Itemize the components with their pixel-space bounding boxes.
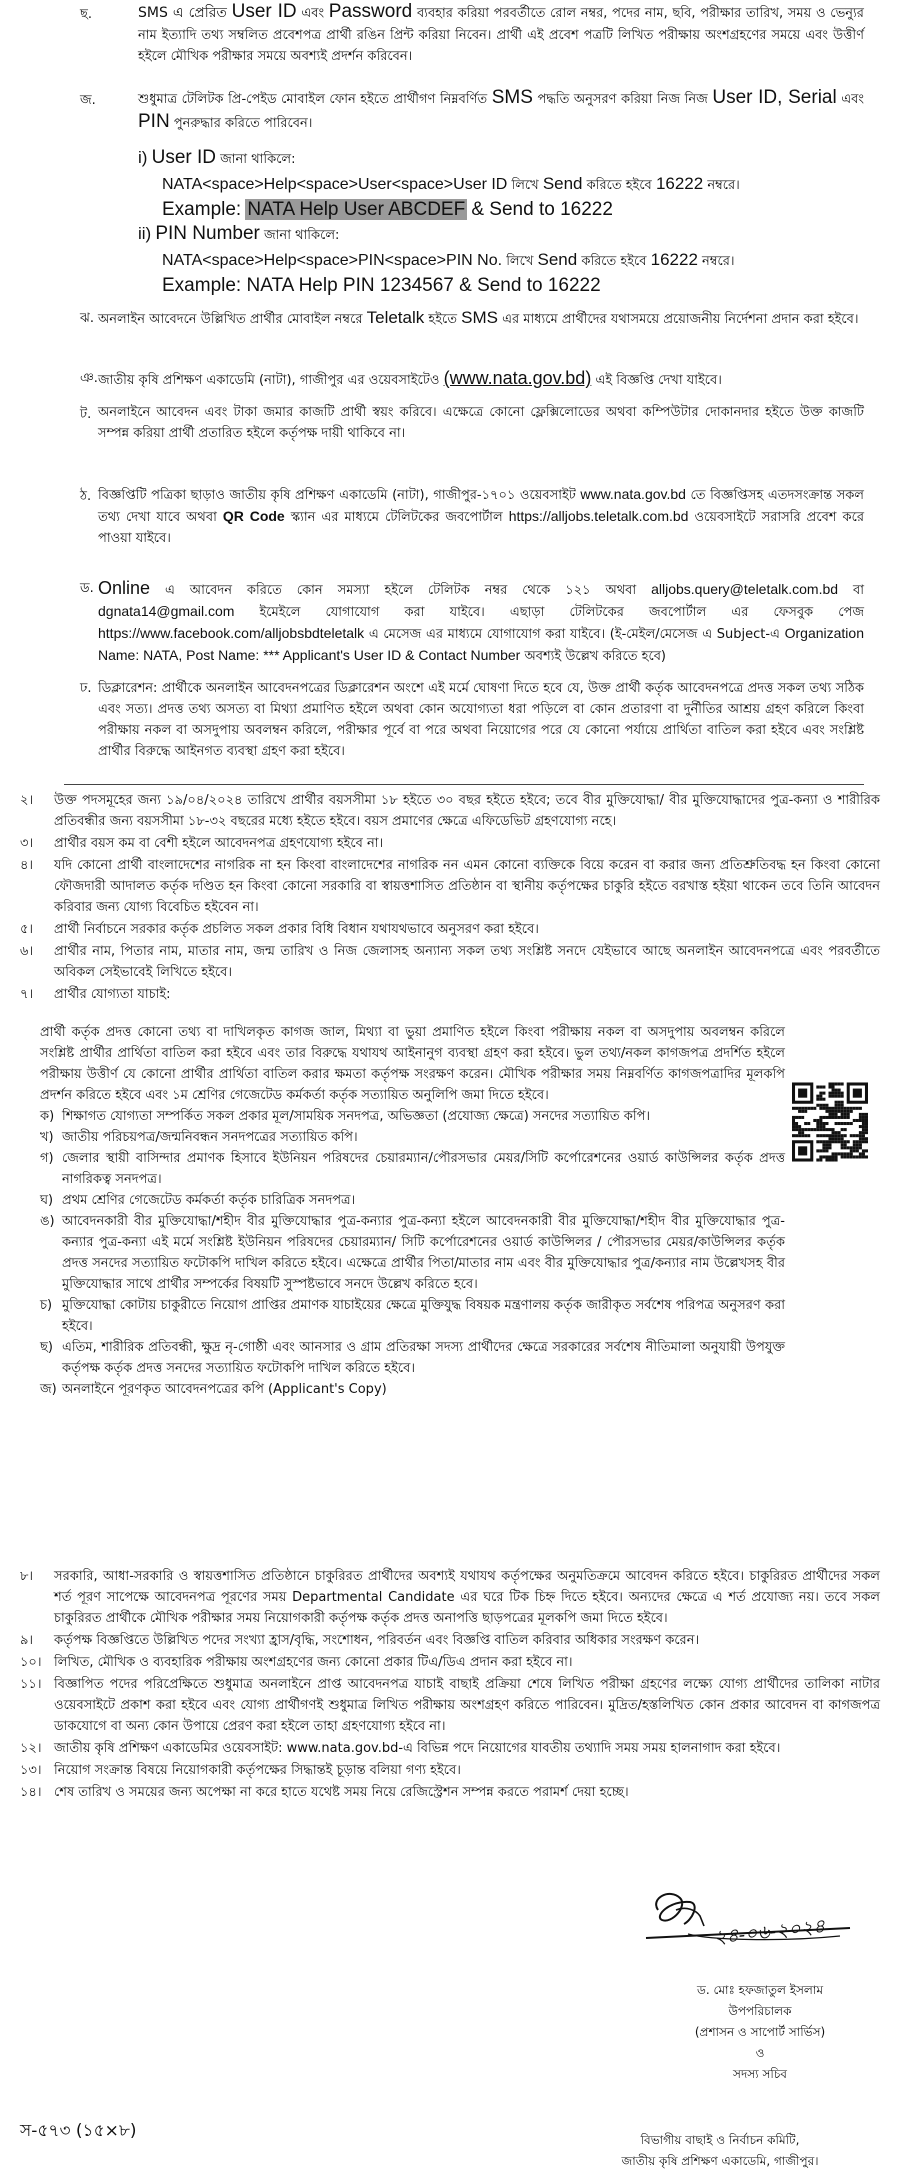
signature-conjunction: ও <box>755 2046 765 2060</box>
condition-item <box>20 1630 880 1651</box>
item-text: লিখে <box>506 254 534 269</box>
item-jha <box>64 306 864 330</box>
example-highlight: NATA Help User ABCDEF <box>247 199 466 220</box>
example-label: Example: <box>162 199 242 220</box>
condition-number: ৯। <box>20 1633 34 1648</box>
verification-item <box>40 1337 785 1379</box>
password-label: Password <box>328 1 413 22</box>
item-ja <box>64 86 864 134</box>
send-label: Send <box>542 174 583 193</box>
item-nya <box>64 366 864 391</box>
item-text: ওয়েবসাইটে সরাসরি প্রবেশ করে পাওয়া যাইবে। <box>98 510 865 546</box>
verification-text: এতিম, শারীরিক প্রতিবন্ধী, ক্ষুদ্র নৃ-গোষ্ঠী এবং আনসার ও গ্রাম প্রতিরক্ষা সদস্য প্রার্থীদের ক্ষেত্রে সরকারের সর্বশেষ নীতিমালা অনুযায়ী উপযুক্ত কর্তৃপক্ষ কর্তৃক প্রদত্ত সনদের সত্যায়িত ফটোকপি দাখিল করিতে হইবে। <box>62 1340 785 1376</box>
item-text: করিতে হইবে <box>586 178 652 193</box>
sub-heading: User ID <box>151 147 216 168</box>
user-id-serial-label: User ID, Serial <box>712 87 837 108</box>
verification-item <box>40 1295 785 1337</box>
item-cha <box>64 0 864 67</box>
condition-item <box>20 941 880 983</box>
verification-intro: প্রার্থী কর্তৃক প্রদত্ত কোনো তথ্য বা দাখিলকৃত কাগজ জাল, মিথ্যা বা ভুয়া প্রমাণিত হইলে কিংবা পরীক্ষায় নকল বা অসদুপায় অবলম্বন করিলে সংশ্লিষ্ট প্রার্থীর প্রার্থিতা বাতিল করা হইবে এবং তার বিরুদ্ধে যথাযথ আইনানুগ ব্যবস্থা গ্রহণ করা হইবে। ভুল তথ্য/নকল কাগজপত্র প্রদর্শিত হইলে পরীক্ষায় উত্তীর্ণ যে কোনো প্রার্থীর প্রার্থিতা বাতিল করার ক্ষমতা কর্তৃপক্ষ সংরক্ষণ করেন। মৌখিক পরীক্ষার সময় নিম্নবর্ণিত কাগজপত্রাদির মূলকপি প্রদর্শন করিতে হইবে এবং ১ম শ্রেণির গেজেটেড কর্মকর্তা কর্তৃক সত্যায়িত অনুলিপি জমা দিতে হইবে। <box>40 1025 785 1103</box>
signature-area <box>640 1880 880 2130</box>
item-text: এবং <box>301 6 325 21</box>
email-link[interactable]: alljobs.query@teletalk.com.bd <box>651 581 839 597</box>
condition-item <box>20 1760 880 1781</box>
condition-text: সরকারি, আধা-সরকারি ও স্বায়ত্তশাসিত প্রতিষ্ঠানে চাকুরিরত প্রার্থীদের অবশ্যই যথাযথ কর্তৃপক্ষের অনুমতিক্রমে আবেদন করিতে হইবে। চাকুরিরত প্রার্থীদের সকল শর্ত পূরণ সাপেক্ষে আবেদনপত্র পূরণের সময় Departmental Candidate এর ঘরে টিক চিহ্ন দিতে হইবে। অন্যদের ক্ষেত্রে এ শর্ত প্রযোজ্য নয়। তবে সকল চাকুরিরত প্রার্থীকে মৌখিক পরীক্ষার সময় নিয়োগকারী কর্তৃপক্ষ কর্তৃক প্রদত্ত অনাপত্তি ছাড়পত্রের মূলকপি জমা দিতে হইবে। <box>54 1569 880 1626</box>
committee-name: বিভাগীয় বাছাই ও নির্বাচন কমিটি, <box>640 2133 800 2147</box>
item-marker: জ. <box>80 93 96 108</box>
item-text: শুধুমাত্র টেলিটক প্রি-পেইড মোবাইল ফোন হইতে প্রার্থীগণ নিম্নবর্ণিত <box>138 92 488 107</box>
email-link[interactable]: dgnata14@gmail.com <box>98 603 235 619</box>
verification-text: অনলাইনে পূরণকৃত আবেদনপত্রের কপি (Applicant's Copy) <box>62 1382 387 1397</box>
verification-text: শিক্ষাগত যোগ্যতা সম্পর্কিত সকল প্রকার মূল/সাময়িক সনদপত্র, অভিজ্ঞতা (প্রযোজ্য ক্ষেত্রে) সনদের সত্যায়িত কপি। <box>62 1109 651 1124</box>
item-da <box>64 576 864 667</box>
verification-marker: ঘ) <box>40 1193 54 1208</box>
item-text: এবং <box>841 92 865 107</box>
condition-item <box>20 919 880 940</box>
signature-date: ২৪-০৬-২০২৪ <box>712 1915 827 1949</box>
sub-heading-bn: জানা থাকিলে: <box>220 152 296 167</box>
qr-code-image <box>792 1082 868 1162</box>
verification-marker: চ) <box>40 1298 53 1313</box>
sms-label: SMS <box>491 87 533 108</box>
item-text: জাতীয় কৃষি প্রশিক্ষণ একাডেমি (নাটা), গাজীপুর এর ওয়েবসাইটেও <box>98 373 440 388</box>
condition-item <box>20 1674 880 1737</box>
item-marker: ছ. <box>80 7 93 22</box>
verification-item <box>40 1106 785 1127</box>
condition-item <box>20 1738 880 1759</box>
short-code: 16222 <box>655 174 704 193</box>
condition-number: ৭। <box>20 987 34 1002</box>
condition-number: ৫। <box>20 922 34 937</box>
teletalk-label: Teletalk <box>366 308 425 327</box>
item-text: পুনরুদ্ধার করিতে পারিবেন। <box>173 116 313 131</box>
officer-role: সদস্য সচিব <box>733 2067 787 2081</box>
conditions-list-2 <box>20 1566 880 1804</box>
verification-marker: ক) <box>40 1109 55 1124</box>
verification-marker: গ) <box>40 1151 54 1166</box>
item-text: ইমেইলে যোগাযোগ করা যাইবে। এছাড়া টেলিটকের জবপোর্টাল এর ফেসবুক পেজ <box>259 605 864 620</box>
verification-item <box>40 1190 785 1211</box>
item-text: স্ক্যান এর মাধ্যমে টেলিটকের জবপোর্টাল <box>290 510 503 525</box>
item-marker: ড. <box>80 581 94 596</box>
item-text: বা <box>853 583 865 598</box>
condition-text: কর্তৃপক্ষ বিজ্ঞপ্তিতে উল্লিখিত পদের সংখ্যা হ্রাস/বৃদ্ধি, সংশোধন, পরিবর্তন এবং বিজ্ঞপ্তি বাতিল করিবার অধিকার সংরক্ষণ করেন। <box>54 1633 700 1648</box>
example-text: & Send to 16222 <box>471 199 613 220</box>
send-label: Send <box>537 250 578 269</box>
condition-number: ৮। <box>20 1569 34 1584</box>
divider <box>64 784 864 785</box>
condition-text: শেষ তারিখ ও সময়ের জন্য অপেক্ষা না করে হাতে যথেষ্ট সময় নিয়ে রেজিস্ট্রেশন সম্পন্ন করতে পরামর্শ দেয়া হচ্ছে। <box>54 1785 629 1800</box>
officer-designation: উপপরিচালক <box>728 2004 792 2018</box>
sub-heading-bn: জানা থাকিলে: <box>264 228 340 243</box>
website-link[interactable]: www.nata.gov.bd <box>580 486 686 502</box>
condition-item <box>20 1652 880 1673</box>
conditions-list <box>20 790 880 1006</box>
sub-marker: ii) <box>138 224 152 243</box>
item-text: ব্যবহার করিয়া পরবর্তীতে রোল নম্বর, পদের নাম, ছবি, পরীক্ষার তারিখ, সময় ও ভেন্যুর নাম ইত্যাদি তথ্য সম্বলিত প্রবেশপত্র প্রার্থী রঙিন প্রিন্ট করিয়া নিবেন। প্রার্থী এই প্রবেশ পত্রটি লিখিত পরীক্ষায় অংশগ্রহণের সময়ে এবং উত্তীর্ণ হইলে মৌখিক পরীক্ষার সময়ে অবশ্যই প্রদর্শন করিবেন। <box>138 6 864 64</box>
item-text: নম্বরে। <box>707 178 740 193</box>
item-text: অনলাইন আবেদনে উল্লিখিত প্রার্থীর মোবাইল নম্বরে <box>98 312 363 327</box>
qr-code-icon <box>792 1082 868 1162</box>
condition-item <box>20 1782 880 1803</box>
item-marker: ঞ. <box>80 371 98 386</box>
verification-text: আবেদনকারী বীর মুক্তিযোদ্ধা/শহীদ বীর মুক্তিযোদ্ধার পুত্র-কন্যার পুত্র-কন্যা হইলে আবেদনকারী বীর মুক্তিযোদ্ধা/শহীদ বীর মুক্তিযোদ্ধার পুত্র-কন্যার পুত্র-কন্যা এই মর্মে সংশ্লিষ্ট ইউনিয়ন পরিষদের চেয়ারম্যান/ সিটি কর্পোরেশনের ওয়ার্ড কাউন্সিলর / পৌরসভার মেয়র/কাউন্সিলর কর্তৃক প্রদত্ত সনদের সত্যায়িত ফটোকপি দাখিল করিতে হইবে। এক্ষেত্রে প্রার্থীর পিতা/মাতার নাম এবং বীর মুক্তিযোদ্ধার পুত্র/কন্যার নাম উল্লেখসহ বীর মুক্তিযোদ্ধার সাথে প্রার্থীর সম্পর্কের বিষয়টি সুস্পষ্টভাবে সনদে উল্লেখ করিতে হবে। <box>62 1214 785 1292</box>
item-text: বিজ্ঞপ্তিটি পত্রিকা ছাড়াও জাতীয় কৃষি প্রশিক্ষণ একাডেমি (নাটা), গাজীপুর-১৭০১ ওয়েবসাইট <box>98 488 576 503</box>
condition-number: ১০। <box>20 1655 42 1670</box>
website-link[interactable]: (www.nata.gov.bd) <box>443 368 592 388</box>
facebook-link[interactable]: https://www.facebook.com/alljobsbdteletalk <box>98 625 365 641</box>
sms-label: SMS <box>461 308 498 327</box>
item-tha <box>64 484 864 549</box>
verification-marker: ঙ) <box>40 1214 55 1229</box>
condition-number: ৩। <box>20 836 34 851</box>
condition-number: ১৪। <box>20 1785 42 1800</box>
item-text: লিখে <box>511 178 539 193</box>
item-marker: ঠ. <box>80 489 92 504</box>
sub-marker: i) <box>138 148 148 167</box>
verification-text: প্রথম শ্রেণির গেজেটেড কর্মকর্তা কর্তৃক চারিত্রিক সনদপত্র। <box>62 1193 356 1208</box>
condition-number: ৬। <box>20 944 34 959</box>
item-text: নম্বরে। <box>702 254 735 269</box>
condition-number: ১২। <box>20 1741 42 1756</box>
online-label: Online <box>98 578 151 598</box>
sms-syntax: NATA<space>Help<space>PIN<space>PIN No. <box>162 252 503 269</box>
condition-text: উক্ত পদসমূহের জন্য ১৯/০৪/২০২৪ তারিখে প্রার্থীর বয়সসীমা ১৮ হইতে ৩০ বছর হইতে হইবে; তবে বীর মুক্তিযোদ্ধা/ বীর মুক্তিযোদ্ধাদের পুত্র-কন্যা ও শারীরিক প্রতিবন্ধীর জন্য বয়সসীমা ১৮-৩২ বছরের মধ্যে হইতে হইবে। বয়স প্রমাণের ক্ষেত্রে এফিডেভিট গ্রহণযোগ্য নহে। <box>54 793 880 829</box>
verification-marker: খ) <box>40 1130 54 1145</box>
condition-text: যদি কোনো প্রার্থী বাংলাদেশের নাগরিক না হন কিংবা বাংলাদেশের নাগরিক নন এমন কোনো ব্যক্তিকে বিয়ে করেন বা করার জন্য প্রতিশ্রুতিবদ্ধ হন কিংবা কোনো ফৌজদারী আদালত কর্তৃক দণ্ডিত হন কিংবা কোনো সরকারি বা স্বায়ত্তশাসিত প্রতিষ্ঠান বা স্থানীয় কর্তৃপক্ষের চাকুরি হইতে বরখাস্ত হইয়া থাকেন তবে তিনি আবেদন করিবার জন্য যোগ্য বিবেচিত হইবেন না। <box>54 858 880 915</box>
item-text: অনলাইনে আবেদন এবং টাকা জমার কাজটি প্রার্থী স্বয়ং করিবে। এক্ষেত্রে কোনো ফ্লেক্সিলোডের অথবা কম্পিউটার দোকানদার হইতে উক্ত কাজটি সম্পন্ন করিয়া প্রার্থী প্রতারিত হইলে কর্তৃপক্ষ দায়ী থাকিবে না। <box>98 405 864 441</box>
committee-block <box>560 2130 880 2172</box>
condition-number: ৪। <box>20 858 34 873</box>
condition-item <box>20 855 880 918</box>
item-text: হইতে <box>428 312 457 327</box>
verification-marker: জ) <box>40 1382 57 1397</box>
subject-format: Organization Name: NATA, Post Name: *** Applicant's User ID & Contact Number <box>98 625 864 663</box>
verification-item <box>40 1379 785 1400</box>
condition-item <box>20 984 880 1005</box>
condition-text: বিজ্ঞাপিত পদের পরিপ্রেক্ষিতে শুধুমাত্র অনলাইনে প্রাপ্ত আবেদনপত্র যাচাই বাছাই প্রক্রিয়া শেষে লিখিত পরীক্ষা গ্রহণের লক্ষ্যে যোগ্য প্রার্থীদের তালিকা নাটার ওয়েবসাইটে প্রকাশ করা হইবে এবং যোগ্য প্রার্থীগণই শুধুমাত্র লিখিত পরীক্ষায় অংশগ্রহণ করিতে পারিবেন। মুদ্রিত/হস্তলিখিত কোন প্রকার আবেদন বা কাগজপত্র ডাকযোগে বা অন্য কোন উপায়ে প্রেরণ করা হইলে তাহা গ্রহণযোগ্য হইবে না। <box>54 1677 880 1734</box>
verification-block <box>40 1022 785 1400</box>
item-text: এ মেসেজ এর মাধ্যমে যোগাযোগ করা যাইবে। (ই-মেইল/মেসেজ এ Subject-এ <box>368 627 780 642</box>
condition-item <box>20 833 880 854</box>
item-marker: ট. <box>80 407 92 422</box>
pin-label: PIN <box>138 111 170 132</box>
item-text: এই বিজ্ঞপ্তি দেখা যাইবে। <box>595 373 722 388</box>
short-code: 16222 <box>650 250 698 269</box>
item-text: তে বিজ্ঞপ্তিসহ এতদসংক্রান্ত সকল তথ্য দেখা যাবে অথবা <box>98 488 864 525</box>
verification-text: মুক্তিযোদ্ধা কোটায় চাকুরীতে নিয়োগ প্রাপ্তির প্রমাণক যাচাইয়ের ক্ষেত্রে মুক্তিযুদ্ধ বিষয়ক মন্ত্রণালয় কর্তৃক জারীকৃত সর্বশেষ পরিপত্র অনুসরণ করা হইবে। <box>62 1298 785 1334</box>
example-text: Example: NATA Help PIN 1234567 & Send to 16222 <box>162 275 601 296</box>
condition-text: প্রার্থীর নাম, পিতার নাম, মাতার নাম, জন্ম তারিখ ও নিজ জেলাসহ অন্যান্য সকল তথ্য সংশ্লিষ্ট সনদে যেইভাবে আছে অনলাইন আবেদনপত্রে এবং পরবর্তীতে অবিকল সেইভাবেই লিখিতে হইবে। <box>54 944 880 980</box>
condition-text: প্রার্থীর বয়স কম বা বেশী হইলে আবেদনপত্র গ্রহণযোগ্য হইবে না। <box>54 836 384 851</box>
footer-code: স-৫৭৩ (১৫×৮) <box>20 2121 137 2141</box>
verification-item <box>40 1127 785 1148</box>
condition-number: ১১। <box>20 1677 42 1692</box>
item-text: SMS এ প্রেরিত <box>138 5 227 21</box>
alljobs-link[interactable]: https://alljobs.teletalk.com.bd <box>508 508 689 524</box>
verification-item <box>40 1148 785 1190</box>
item-marker: ঢ. <box>80 681 92 696</box>
condition-number: ১৩। <box>20 1763 42 1778</box>
condition-item <box>20 790 880 832</box>
verification-marker: ছ) <box>40 1340 53 1355</box>
qr-code-label: QR Code <box>222 508 285 524</box>
officer-name: ড. মোঃ হফজাতুল ইসলাম <box>697 1983 823 1997</box>
item-text: ডিক্লারেশন: প্রার্থীকে অনলাইন আবেদনপত্রের ডিক্লারেশন অংশে এই মর্মে ঘোষণা দিতে হবে যে, উক্ত প্রার্থী কর্তৃক আবেদনপত্রে প্রদত্ত সকল তথ্য সঠিক এবং সত্য। প্রদত্ত তথ্য অসত্য বা মিথ্যা প্রমাণিত হইলে অথবা কোন অযোগ্যতা ধরা পড়িলে বা কোন প্রতারণা বা দুর্নীতির আশ্রয় গ্রহণ করিলে কিংবা পরীক্ষায় নকল বা অসদুপায় অবলম্বন করিলে, পরীক্ষার পূর্বে বা পরে অথবা নিয়োগের পরে যে কোনো পর্যায়ে প্রার্থিতা বাতিল করা হইবে এবং সংশ্লিষ্ট প্রার্থীর বিরুদ্ধে আইনগত ব্যবস্থা গ্রহণ করা হইবে। <box>98 681 864 759</box>
user-id-label: User ID <box>231 1 297 22</box>
condition-text: প্রার্থী নির্বাচনে সরকার কর্তৃক প্রচলিত সকল প্রকার বিধি বিধান যথাযথভাবে অনুসরণ করা হইবে। <box>54 922 539 937</box>
condition-text: জাতীয় কৃষি প্রশিক্ষণ একাডেমির ওয়েবসাইট: www.nata.gov.bd-এ বিভিন্ন পদে নিয়োগের যাবতীয় তথ্যাদি সময় সময় হালনাগাদ করা হইবে। <box>54 1741 781 1756</box>
sub-heading: PIN Number <box>155 223 260 244</box>
verification-text: জাতীয় পরিচয়পত্র/জন্মনিবন্ধন সনদপত্রের সত্যায়িত কপি। <box>62 1130 358 1145</box>
sms-syntax: NATA<space>Help<space>User<space>User ID <box>162 176 508 193</box>
condition-text: লিখিত, মৌখিক ও ব্যবহারিক পরীক্ষায় অংশগ্রহণের জন্য কোনো প্রকার টিএ/ডিএ প্রদান করা হইবে না। <box>54 1655 573 1670</box>
condition-item <box>20 1566 880 1629</box>
officer-department: (প্রশাসন ও সাপোর্ট সার্ভিস) <box>694 2025 826 2039</box>
item-text: এর মাধ্যমে প্রার্থীদের যথাসময়ে প্রয়োজনীয় নির্দেশনা প্রদান করা হইবে। <box>502 312 859 327</box>
item-text: করিতে হইবে <box>581 254 647 269</box>
verification-item <box>40 1211 785 1295</box>
item-text: অবশ্যই উল্লেখ করিতে হবে) <box>524 649 667 664</box>
item-marker: ঝ. <box>80 311 94 326</box>
item-text: পদ্ধতি অনুসরণ করিয়া নিজ নিজ <box>537 92 708 107</box>
sub-item-userid <box>138 146 858 224</box>
condition-text: নিয়োগ সংক্রান্ত বিষয়ে নিয়োগকারী কর্তৃপক্ষের সিদ্ধান্তই চূড়ান্ত বলিয়া গণ্য হইবে। <box>54 1763 461 1778</box>
condition-number: ২। <box>20 793 34 808</box>
organization-name: জাতীয় কৃষি প্রশিক্ষণ একাডেমি, গাজীপুর। <box>621 2154 819 2168</box>
verification-text: জেলার স্থায়ী বাসিন্দার প্রমাণক হিসাবে ইউনিয়ন পরিষদের চেয়ারম্যান/পৌরসভার মেয়র/সিটি কর্পোরেশনের ওয়ার্ড কাউন্সিলর কর্তৃক প্রদত্ত নাগরিকত্ব সনদপত্র। <box>62 1151 785 1187</box>
condition-text: প্রার্থীর যোগ্যতা যাচাই: <box>54 987 171 1002</box>
item-dha <box>64 678 864 762</box>
sub-item-pin <box>138 222 858 300</box>
item-ta <box>64 402 864 444</box>
item-text: এ আবেদন করিতে কোন সমস্যা হইলে টেলিটক নম্বর থেকে ১২১ অথবা <box>164 583 637 598</box>
